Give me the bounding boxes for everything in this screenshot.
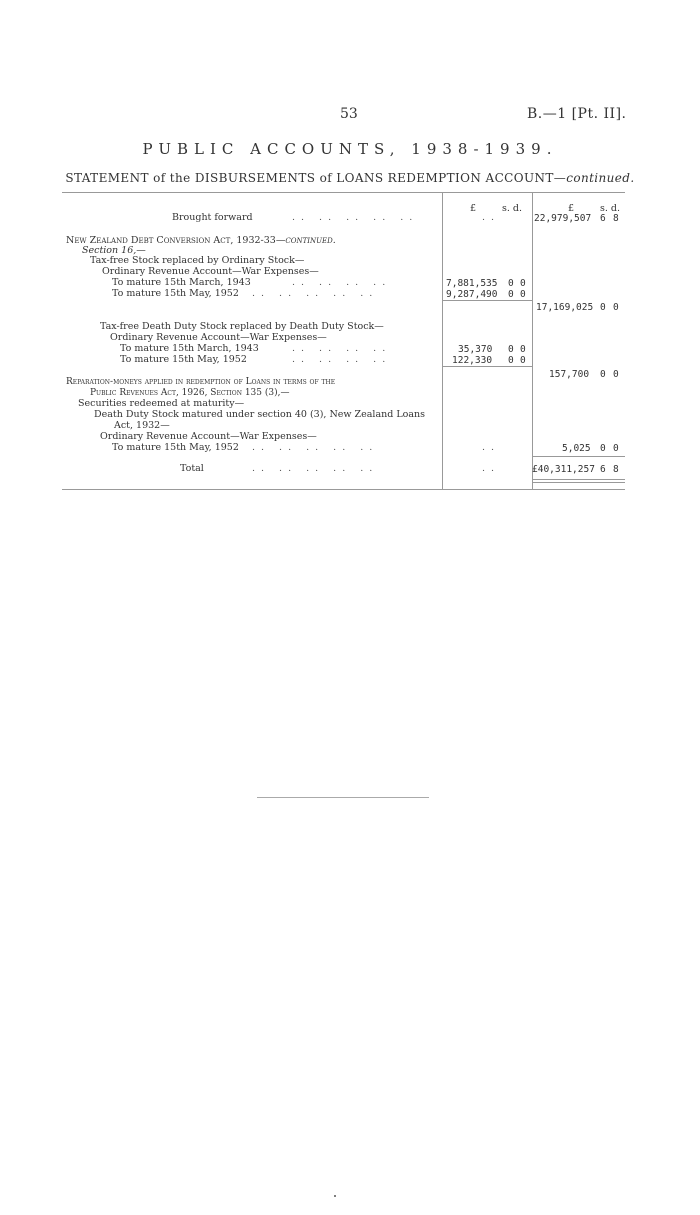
subtitle-suffix: —continued. bbox=[553, 171, 635, 185]
pence-zero: 0 bbox=[613, 443, 619, 454]
print-speck bbox=[334, 1195, 336, 1197]
brought-forward-shillings: 6 bbox=[600, 213, 606, 224]
subtotal-rule bbox=[442, 366, 532, 367]
outer-sd-header: s. d. bbox=[600, 203, 621, 214]
leader-dots: .. .. .. .. bbox=[292, 354, 392, 365]
shillings-zero: 0 bbox=[600, 302, 606, 313]
statement-subtitle bbox=[0, 171, 700, 185]
death-duty-label-line-2: Act, 1932— bbox=[114, 420, 170, 431]
shillings-zero: 0 bbox=[508, 289, 514, 300]
taxfree-death-duty-label: Tax-free Death Duty Stock replaced by Death Duty Stock— bbox=[100, 321, 384, 332]
leader-dots: .. .. .. .. .. bbox=[252, 442, 379, 453]
shillings-zero: 0 bbox=[508, 355, 514, 366]
page-title: PUBLIC ACCOUNTS, 1938-1939. bbox=[142, 140, 558, 158]
mature-1952-label: To mature 15th May, 1952 bbox=[112, 288, 239, 299]
outer-currency-header: £ bbox=[568, 203, 575, 214]
inner-sd-header: s. d. bbox=[502, 203, 523, 214]
grand-total-value: £40,311,257 bbox=[532, 464, 595, 475]
mature-1952-value: 122,330 bbox=[452, 355, 493, 366]
shillings-zero: 0 bbox=[508, 344, 514, 355]
pence-zero: 0 bbox=[520, 289, 526, 300]
reparation-heading-line-2: Public Revenues Act, 1926, Section 135 (3),— bbox=[90, 388, 290, 398]
footer-rule bbox=[257, 797, 429, 798]
brought-forward-pence: 8 bbox=[613, 213, 619, 224]
page-number: 53 bbox=[340, 106, 358, 122]
taxfree-stock-label: Tax-free Stock replaced by Ordinary Stock— bbox=[90, 255, 305, 266]
leader-dots: .. .. .. .. .. bbox=[252, 288, 379, 299]
mature-1952-label: To mature 15th May, 1952 bbox=[120, 354, 247, 365]
mature-1952-value: 9,287,490 bbox=[446, 289, 498, 300]
leader-dots: .. bbox=[482, 463, 501, 474]
inner-currency-header: £ bbox=[470, 203, 477, 214]
subtitle-main: STATEMENT of the DISBURSEMENTS of LOANS REDEMPTION ACCOUNT bbox=[65, 171, 554, 185]
disbursements-table bbox=[62, 192, 625, 490]
document-reference: B.—1 [Pt. II]. bbox=[527, 106, 627, 122]
mature-1952-label: To mature 15th May, 1952 bbox=[112, 442, 239, 453]
ordinary-revenue-label: Ordinary Revenue Account—War Expenses— bbox=[102, 266, 319, 277]
column-divider-inner bbox=[442, 193, 443, 489]
grand-total-pence: 8 bbox=[613, 464, 619, 475]
leader-dots: .. .. .. .. bbox=[292, 277, 392, 288]
total-label: Total bbox=[180, 463, 204, 474]
grand-total-shillings: 6 bbox=[600, 464, 606, 475]
mature-1943-value: 35,370 bbox=[458, 344, 493, 355]
subtotal-1-value: 17,169,025 bbox=[536, 302, 594, 313]
brought-forward-total: 22,979,507 bbox=[534, 213, 592, 224]
death-duty-label-line-1: Death Duty Stock matured under section 40 (3), New Zealand Loans bbox=[94, 409, 426, 420]
pence-zero: 0 bbox=[613, 302, 619, 313]
mature-1943-label: To mature 15th March, 1943 bbox=[112, 277, 251, 288]
subtotal-rule bbox=[442, 300, 532, 301]
double-rule-upper bbox=[532, 479, 625, 480]
subtotal-2-value: 157,700 bbox=[549, 369, 590, 380]
mature-1943-label: To mature 15th March, 1943 bbox=[120, 343, 259, 354]
double-rule-lower bbox=[532, 482, 625, 483]
pence-zero: 0 bbox=[520, 355, 526, 366]
mature-1952-value: 5,025 bbox=[562, 443, 591, 454]
brought-forward-label: Brought forward bbox=[172, 212, 253, 223]
nz-debt-heading-suffix: —continued. bbox=[275, 235, 336, 246]
leader-dots: .. bbox=[482, 212, 501, 223]
leader-dots: .. .. .. .. .. bbox=[292, 212, 419, 223]
pence-zero: 0 bbox=[520, 278, 526, 289]
securities-label: Securities redeemed at maturity— bbox=[78, 398, 245, 409]
column-divider-outer bbox=[532, 193, 533, 489]
leader-dots: .. bbox=[482, 442, 501, 453]
leader-dots: .. .. .. .. bbox=[292, 343, 392, 354]
pence-zero: 0 bbox=[613, 369, 619, 380]
ordinary-revenue-label: Ordinary Revenue Account—War Expenses— bbox=[100, 431, 317, 442]
leader-dots: .. .. .. .. .. bbox=[252, 463, 379, 474]
ordinary-revenue-label: Ordinary Revenue Account—War Expenses— bbox=[110, 332, 327, 343]
nz-debt-heading-text: New Zealand Debt Conversion Act, 1932-33 bbox=[66, 235, 276, 246]
shillings-zero: 0 bbox=[600, 369, 606, 380]
shillings-zero: 0 bbox=[508, 278, 514, 289]
reparation-heading-line-1: Reparation-moneys applied in redemption of Loans in terms of the bbox=[66, 377, 336, 387]
total-rule bbox=[532, 456, 625, 457]
shillings-zero: 0 bbox=[600, 443, 606, 454]
pence-zero: 0 bbox=[520, 344, 526, 355]
section-16-label: Section 16,— bbox=[82, 245, 146, 256]
mature-1943-value: 7,881,535 bbox=[446, 278, 498, 289]
